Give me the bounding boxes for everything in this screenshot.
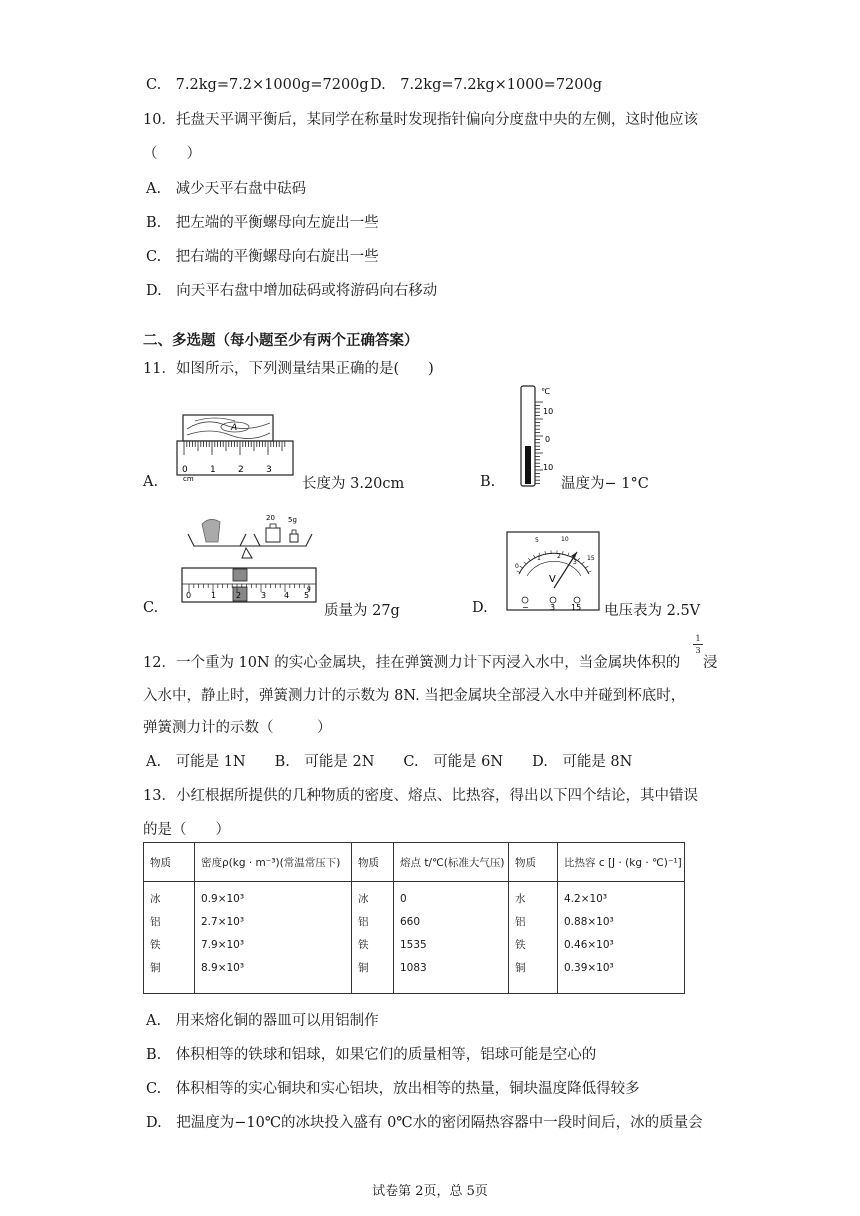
q9-option-c: C. 7.2kg=7.2×1000g=7200g	[146, 77, 369, 93]
balance-tick-0: 0	[186, 591, 192, 600]
properties-table	[143, 842, 685, 994]
table-cell: 冰	[358, 893, 369, 905]
volt-terminal-3: 3	[550, 603, 556, 612]
q10-option-b: B. 把左端的平衡螺母向左旋出一些	[146, 215, 379, 231]
table-cell: 0.9×10³	[201, 893, 245, 905]
q11-option-c-text: 质量为 27g	[324, 603, 400, 619]
q10-option-d: D. 向天平右盘中增加砝码或将游码向右移动	[146, 283, 438, 299]
q12-options: A. 可能是 1N B. 可能是 2N C. 可能是 6N D. 可能是 8N	[146, 754, 633, 770]
ruler-block-label: A	[231, 423, 238, 433]
thermo-tick-minus10: 10	[543, 463, 554, 472]
volt-terminal-neg: −	[522, 603, 529, 612]
table-cell: 1535	[400, 939, 427, 951]
table-header: 比热容 c [J · (kg · ℃)⁻¹]	[558, 843, 685, 882]
q10-stem: 10．托盘天平调平衡后，某同学在称量时发现指针偏向分度盘中央的左侧，这时他应该	[143, 112, 698, 128]
q11-option-d-letter: D.	[472, 600, 488, 616]
volt-scale-1: 1	[537, 555, 541, 562]
volt-scale-2: 2	[557, 553, 561, 560]
table-cell: 7.9×10³	[201, 939, 245, 951]
q13-option-c: C. 体积相等的实心铜块和实心铝块，放出相等的热量，铜块温度降低得较多	[146, 1081, 640, 1097]
table-body-row	[144, 882, 685, 994]
q10-paren: （ ）	[143, 146, 201, 162]
balance-tick-3: 3	[261, 591, 267, 600]
q11-option-a-letter: A.	[143, 474, 159, 490]
ruler-unit: cm	[183, 475, 194, 483]
q11-stem: 11．如图所示，下列测量结果正确的是( )	[143, 361, 434, 377]
volt-symbol: V	[549, 574, 556, 585]
ruler-diagram	[175, 405, 300, 485]
q12-stem-line2: 入水中，静止时，弹簧测力计的示数为 8N. 当把金属块全部浸入水中并碰到杯底时，	[143, 688, 686, 704]
volt-scale-15: 15	[587, 555, 595, 562]
balance-unit: g	[307, 585, 311, 592]
volt-scale-10: 10	[561, 536, 569, 543]
table-header: 熔点 t/℃(标准大气压)	[394, 843, 509, 882]
table-cell: 0	[400, 893, 407, 905]
fraction-denominator: 3	[695, 646, 701, 655]
ruler-tick-1: 1	[210, 465, 216, 475]
volt-terminal-15: 15	[571, 603, 582, 612]
q9-option-d: D. 7.2kg=7.2kg×1000=7200g	[370, 77, 603, 93]
balance-diagram	[180, 508, 320, 608]
voltmeter-diagram	[505, 530, 601, 612]
balance-tick-1: 1	[211, 591, 217, 600]
q12-stem-line1: 12．一个重为 10N 的实心金属块，挂在弹簧测力计下丙浸入水中，当金属块体积的	[143, 655, 681, 671]
volt-scale-3: 3	[573, 559, 577, 566]
table-cell: 冰	[150, 893, 161, 905]
table-cell: 0.88×10³	[564, 916, 614, 928]
section-title: 二、多选题（每小题至少有两个正确答案）	[143, 333, 419, 349]
q13-stem-line2: 的是（ ）	[143, 822, 230, 838]
q11-option-d-text: 电压表为 2.5V	[604, 603, 701, 619]
q11-option-a-text: 长度为 3.20cm	[302, 476, 405, 492]
weight-5g: 5g	[288, 516, 297, 524]
thermo-tick-0: 0	[545, 435, 551, 444]
table-header: 密度ρ(kg · m⁻³)(常温常压下)	[195, 843, 352, 882]
table-header: 物质	[352, 843, 394, 882]
q10-option-c: C. 把右端的平衡螺母向右旋出一些	[146, 249, 379, 265]
table-header-row	[144, 843, 685, 882]
ruler-tick-0: 0	[182, 465, 188, 475]
ruler-tick-3: 3	[266, 465, 272, 475]
table-cell: 铝	[358, 916, 369, 928]
table-cell: 1083	[400, 962, 427, 974]
table-cell: 铜	[515, 962, 526, 974]
table-cell: 2.7×10³	[201, 916, 245, 928]
thermo-tick-10: 10	[543, 407, 554, 416]
q11-option-b-letter: B.	[480, 474, 496, 490]
table-cell: 4.2×10³	[564, 893, 608, 905]
q13-stem-line1: 13．小红根据所提供的几种物质的密度、熔点、比热容，得出以下四个结论，其中错误	[143, 788, 698, 804]
page-footer: 试卷第 2页，总 5页	[372, 1184, 488, 1199]
q10-option-a: A. 减少天平右盘中砝码	[146, 181, 307, 197]
fraction-numerator: 1	[695, 634, 701, 643]
q12-stem-line3: 弹簧测力计的示数（ ）	[143, 720, 332, 736]
table-header: 物质	[144, 843, 195, 882]
table-cell: 铝	[150, 916, 161, 928]
table-cell: 0.46×10³	[564, 939, 614, 951]
q12-fraction	[693, 634, 703, 655]
q13-option-a: A. 用来熔化铜的器皿可以用铝制作	[146, 1013, 379, 1029]
volt-scale-5: 5	[535, 537, 539, 544]
q13-option-b: B. 体积相等的铁球和铝球，如果它们的质量相等，铝球可能是空心的	[146, 1047, 597, 1063]
weight-20: 20	[266, 514, 275, 522]
balance-tick-4: 4	[284, 591, 290, 600]
thermo-unit: ℃	[541, 387, 550, 396]
table-cell: 铁	[150, 939, 161, 951]
table-cell: 8.9×10³	[201, 962, 245, 974]
volt-scale-0: 0	[515, 563, 519, 570]
q11-option-b-text: 温度为− 1°C	[561, 476, 649, 492]
table-cell: 铜	[358, 962, 369, 974]
thermometer-diagram	[515, 384, 565, 489]
table-cell: 铁	[515, 939, 526, 951]
table-cell: 铝	[515, 916, 526, 928]
table-cell: 660	[400, 916, 421, 928]
q13-option-d: D. 把温度为−10℃的冰块投入盛有 0℃水的密闭隔热容器中一段时间后，冰的质量会	[146, 1115, 703, 1131]
table-cell: 铁	[358, 939, 369, 951]
q12-stem-tail: 浸	[703, 655, 718, 671]
q11-option-c-letter: C.	[143, 600, 159, 616]
table-header: 物质	[509, 843, 558, 882]
ruler-tick-2: 2	[238, 465, 244, 475]
table-cell: 0.39×10³	[564, 962, 614, 974]
balance-tick-2: 2	[236, 591, 242, 600]
table-cell: 水	[515, 893, 526, 905]
balance-tick-5: 5	[304, 591, 310, 600]
table-cell: 铜	[150, 962, 161, 974]
